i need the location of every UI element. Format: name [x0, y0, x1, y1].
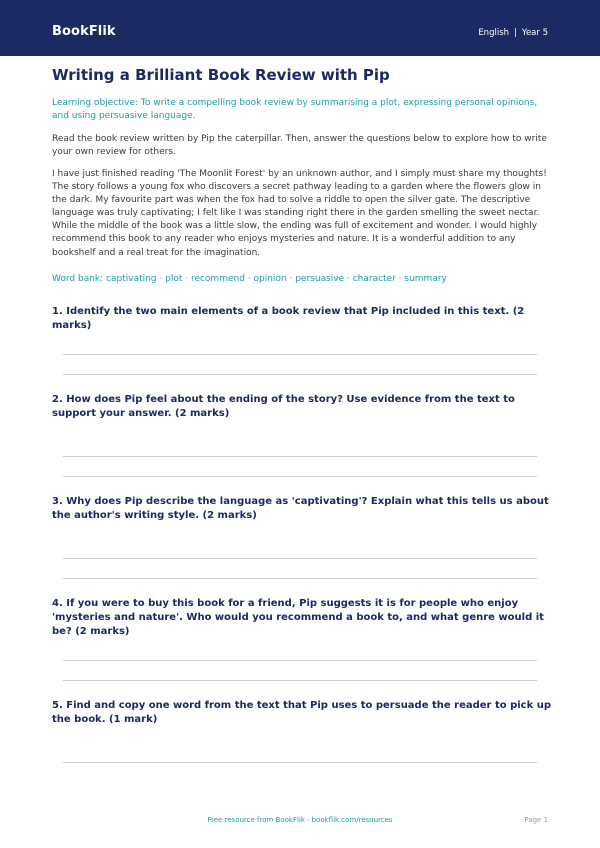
- answer-line[interactable]: [63, 578, 537, 579]
- meta-separator: |: [514, 28, 517, 38]
- answer-line[interactable]: [63, 762, 537, 763]
- question-3: 3. Why does Pip describe the language as 'captivating'? Explain what this tells us about the author's writing style. (2 marks): [52, 496, 549, 521]
- answer-line[interactable]: [63, 476, 537, 477]
- question-1: 1. Identify the two main elements of a book review that Pip included in this text. (2 marks): [52, 306, 525, 331]
- answer-line[interactable]: [63, 660, 537, 661]
- subject-label: English: [478, 28, 510, 38]
- intro-text: Read the book review written by Pip the caterpillar. Then, answer the questions below to explore how to write your own review for others.: [52, 134, 547, 157]
- word-bank: Word bank: captivating · plot · recommend · opinion · persuasive · character · summary: [52, 274, 447, 284]
- review-passage: I have just finished reading 'The Moonlit Forest' by an unknown author, and I simply must share my thoughts! The story follows a young fox who discovers a secret pathway leading to a garden where the flowers glow in the dark. My favourite part was when the fox had to solve a riddle to open the silver gate. The descriptive language was truly captivating; I felt like I was standing right there in the garden smelling the sweet nectar. While the middle of the book was a little slow, the ending was full of excitement and wonder. I would highly recommend this book to any reader who enjoys mysteries and nature. It is a wonderful addition to any bookshelf and a real treat for the imagination.: [52, 169, 547, 258]
- year-label: Year 5: [521, 28, 548, 38]
- page-number: Page 1: [524, 816, 548, 824]
- brand-logo-text: BookFlik: [52, 24, 116, 39]
- footer-credit: Free resource from BookFlik · bookflik.com/resources: [207, 816, 393, 824]
- question-4: 4. If you were to buy this book for a friend, Pip suggests it is for people who enjoy 'mysteries and nature'. Who would you recommend a book to, and what genre would it be? (2 marks): [52, 598, 544, 637]
- answer-line[interactable]: [63, 374, 537, 375]
- answer-line[interactable]: [63, 354, 537, 355]
- answer-line[interactable]: [63, 558, 537, 559]
- answer-line[interactable]: [63, 680, 537, 681]
- header-bar: [0, 0, 600, 56]
- question-5: 5. Find and copy one word from the text that Pip uses to persuade the reader to pick up the book. (1 mark): [52, 700, 552, 725]
- learning-objective: Learning objective: To write a compelling book review by summarising a plot, expressing personal opinions, and using persuasive language.: [52, 98, 538, 121]
- subject-year-label: [478, 28, 548, 38]
- question-2: 2. How does Pip feel about the ending of the story? Use evidence from the text to support your answer. (2 marks): [52, 394, 515, 419]
- answer-line[interactable]: [63, 456, 537, 457]
- page-title: Writing a Brilliant Book Review with Pip: [52, 66, 390, 84]
